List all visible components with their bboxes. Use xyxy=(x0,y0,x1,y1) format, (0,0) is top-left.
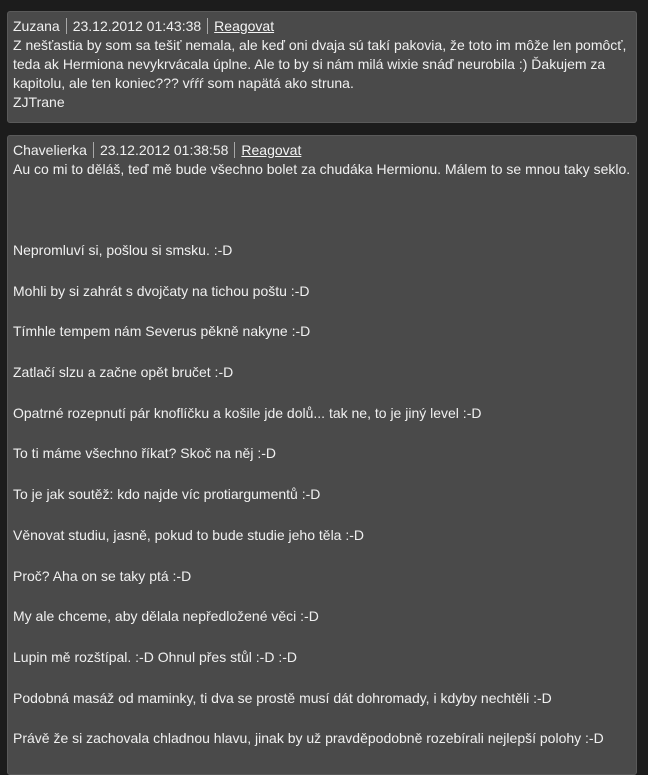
comment-line: Tímhle tempem nám Severus pěkně nakyne :-D xyxy=(13,323,311,340)
comment-line: To je jak soutěž: kdo najde víc protiargumentů :-D xyxy=(13,486,321,503)
comment-date: 23.12.2012 01:38:58 xyxy=(99,142,229,158)
comment-header xyxy=(13,141,631,159)
comment-line: Mohli by si zahrát s dvojčaty na tichou poštu :-D xyxy=(13,282,310,299)
comment-line: Podobná masáž od maminky, ti dva se prostě musí dát dohromady, i kdyby nechtěli :-D xyxy=(13,689,552,706)
comment-line: Opatrné rozepnutí pár knoflíčku a košile jde dolů... tak ne, to je jiný level :-D xyxy=(13,404,482,421)
comment-line: teda ak Hermiona nevykrvácala úplne. Ale to by si nám milá wixie snáď neurobila :) Ďakujem za xyxy=(13,56,606,72)
comment-line: Proč? Aha on se taky ptá :-D xyxy=(13,567,192,584)
comment-line: Právě že si zachovala chladnou hlavu, jinak by už pravděpodobně rozebírali nejlepší polohy :-D xyxy=(13,730,604,747)
comment-line: Věnovat studiu, jasně, pokud to bude studie jeho těla :-D xyxy=(13,526,365,543)
comment-header xyxy=(13,17,631,35)
header-divider xyxy=(234,142,235,158)
comment-line: Z nešťastia by som sa tešiť nemala, ale keď oni dvaja sú takí pakovia, že toto im môže len pomôcť, xyxy=(13,37,627,53)
comment-author: Chavelierka xyxy=(13,142,87,158)
reply-link[interactable]: Reagovat xyxy=(241,142,302,158)
comment-line: Lupin mě rozštípal. :-D Ohnul přes stůl :-D :-D xyxy=(13,648,297,665)
comment-line: Nepromluví si, pošlou si smsku. :-D xyxy=(13,242,233,258)
comment-line: Zatlačí slzu a začne opět bručet :-D xyxy=(13,364,234,381)
comment-line: Au co mi to děláš, teď mě bude všechno bolet za chudáka Hermionu. Málem to se mnou taky seklo. xyxy=(13,161,631,177)
comment-date: 23.12.2012 01:43:38 xyxy=(72,18,202,34)
header-divider xyxy=(66,18,67,34)
comment-chavelierka xyxy=(7,135,637,775)
comment-line: ZJTrane xyxy=(13,94,65,110)
header-divider xyxy=(93,142,94,158)
comment-line: My ale chceme, aby dělala nepředložené věci :-D xyxy=(13,608,319,625)
comment-line: To ti máme všechno říkat? Skoč na něj :-D xyxy=(13,445,276,462)
comment-body xyxy=(13,160,631,748)
header-divider xyxy=(207,18,208,34)
comment-zuzana xyxy=(7,11,637,123)
comment-body xyxy=(13,36,631,112)
reply-link[interactable]: Reagovat xyxy=(214,18,275,34)
comment-author: Zuzana xyxy=(13,18,60,34)
comment-line: kapitolu, ale ten koniec??? vŕŕŕ som napätá ako struna. xyxy=(13,75,354,91)
